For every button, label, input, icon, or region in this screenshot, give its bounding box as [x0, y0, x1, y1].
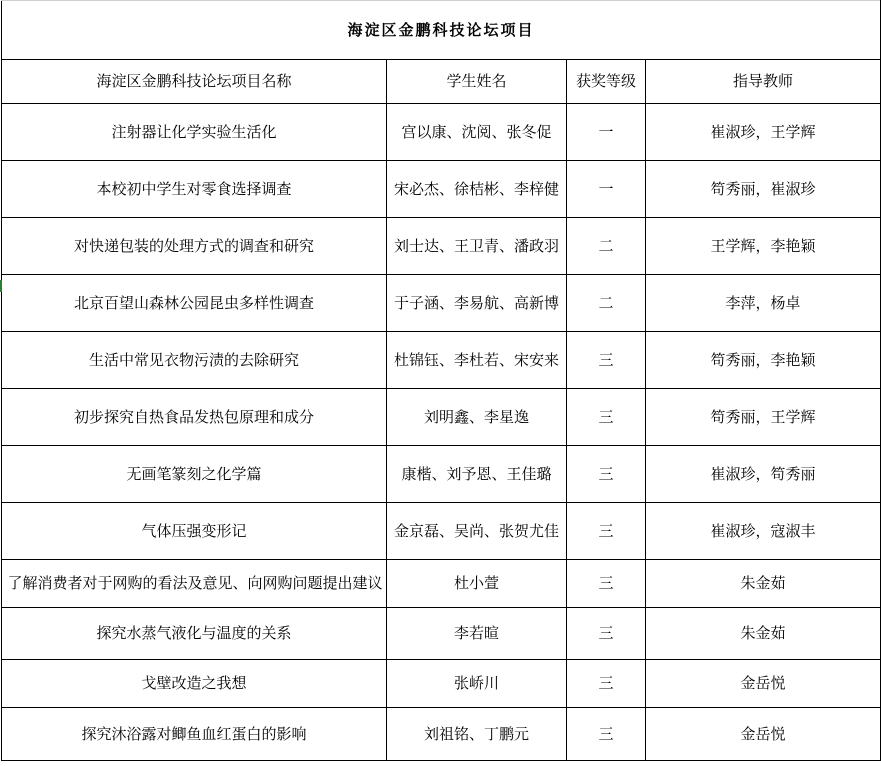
cell-students[interactable]: 金京磊、吴尚、张贺尤佳: [387, 503, 567, 560]
cell-award[interactable]: 三: [567, 708, 646, 761]
cell-award[interactable]: 三: [567, 332, 646, 389]
cell-award[interactable]: 二: [567, 218, 646, 275]
cell-students[interactable]: 康楷、刘予恩、王佳璐: [387, 446, 567, 503]
cell-teacher[interactable]: 崔淑珍，王学辉: [646, 104, 881, 161]
cell-project[interactable]: 探究水蒸气液化与温度的关系: [2, 608, 387, 660]
cell-students[interactable]: 刘明鑫、李星逸: [387, 389, 567, 446]
table-row: [2, 104, 881, 161]
cell-students[interactable]: 刘祖铭、丁鹏元: [387, 708, 567, 761]
cell-project[interactable]: 本校初中学生对零食选择调查: [2, 161, 387, 218]
cell-award[interactable]: 三: [567, 389, 646, 446]
cell-project[interactable]: 对快递包装的处理方式的调查和研究: [2, 218, 387, 275]
cell-award[interactable]: 三: [567, 446, 646, 503]
cell-project[interactable]: 气体压强变形记: [2, 503, 387, 560]
award-table: [1, 0, 881, 761]
cell-award[interactable]: 三: [567, 560, 646, 608]
title-row: [2, 1, 881, 60]
cell-students[interactable]: 宋必杰、徐桔彬、李梓健: [387, 161, 567, 218]
table-row: [2, 503, 881, 560]
table-row: [2, 218, 881, 275]
header-row: [2, 60, 881, 104]
cell-students[interactable]: 李若暄: [387, 608, 567, 660]
cell-project[interactable]: 戈壁改造之我想: [2, 660, 387, 708]
cell-students[interactable]: 杜小萱: [387, 560, 567, 608]
cell-teacher[interactable]: 金岳悦: [646, 708, 881, 761]
header-award[interactable]: 获奖等级: [567, 60, 646, 104]
cell-award[interactable]: 三: [567, 503, 646, 560]
cell-teacher[interactable]: 金岳悦: [646, 660, 881, 708]
cell-teacher[interactable]: 笱秀丽，王学辉: [646, 389, 881, 446]
header-teacher[interactable]: 指导教师: [646, 60, 881, 104]
table-row: [2, 389, 881, 446]
cell-project[interactable]: 注射器让化学实验生活化: [2, 104, 387, 161]
cell-teacher[interactable]: 笱秀丽，崔淑珍: [646, 161, 881, 218]
cell-project[interactable]: 北京百望山森林公园昆虫多样性调查: [2, 275, 387, 332]
cell-teacher[interactable]: 崔淑珍，寇淑丰: [646, 503, 881, 560]
table-row: [2, 275, 881, 332]
cell-project[interactable]: 探究沐浴露对鲫鱼血红蛋白的影响: [2, 708, 387, 761]
cell-award[interactable]: 三: [567, 608, 646, 660]
cell-students[interactable]: 刘士达、王卫青、潘政羽: [387, 218, 567, 275]
cell-award[interactable]: 一: [567, 161, 646, 218]
cell-students[interactable]: 张峤川: [387, 660, 567, 708]
table-row: [2, 446, 881, 503]
cell-teacher[interactable]: 笱秀丽，李艳颖: [646, 332, 881, 389]
cell-award[interactable]: 一: [567, 104, 646, 161]
header-project[interactable]: 海淀区金鹏科技论坛项目名称: [2, 60, 387, 104]
table-row: [2, 560, 881, 608]
table-title[interactable]: 海淀区金鹏科技论坛项目: [2, 1, 881, 60]
cell-students[interactable]: 于子涵、李易航、高新博: [387, 275, 567, 332]
row-marker: [0, 280, 2, 292]
table-row: [2, 332, 881, 389]
cell-teacher[interactable]: 朱金茹: [646, 608, 881, 660]
cell-award[interactable]: 三: [567, 660, 646, 708]
cell-teacher[interactable]: 王学辉，李艳颖: [646, 218, 881, 275]
header-students[interactable]: 学生姓名: [387, 60, 567, 104]
cell-award[interactable]: 二: [567, 275, 646, 332]
cell-teacher[interactable]: 朱金茹: [646, 560, 881, 608]
table-row: [2, 608, 881, 660]
table-row: [2, 161, 881, 218]
table-row: [2, 660, 881, 708]
cell-students[interactable]: 杜锦钰、李杜若、宋安来: [387, 332, 567, 389]
cell-students[interactable]: 宫以康、沈阅、张冬促: [387, 104, 567, 161]
cell-teacher[interactable]: 李萍，杨卓: [646, 275, 881, 332]
cell-project[interactable]: 无画笔篆刻之化学篇: [2, 446, 387, 503]
cell-project[interactable]: 生活中常见衣物污渍的去除研究: [2, 332, 387, 389]
cell-project[interactable]: 初步探究自热食品发热包原理和成分: [2, 389, 387, 446]
table-row: [2, 708, 881, 761]
cell-project[interactable]: 了解消费者对于网购的看法及意见、向网购问题提出建议: [2, 560, 387, 608]
cell-teacher[interactable]: 崔淑珍，笱秀丽: [646, 446, 881, 503]
